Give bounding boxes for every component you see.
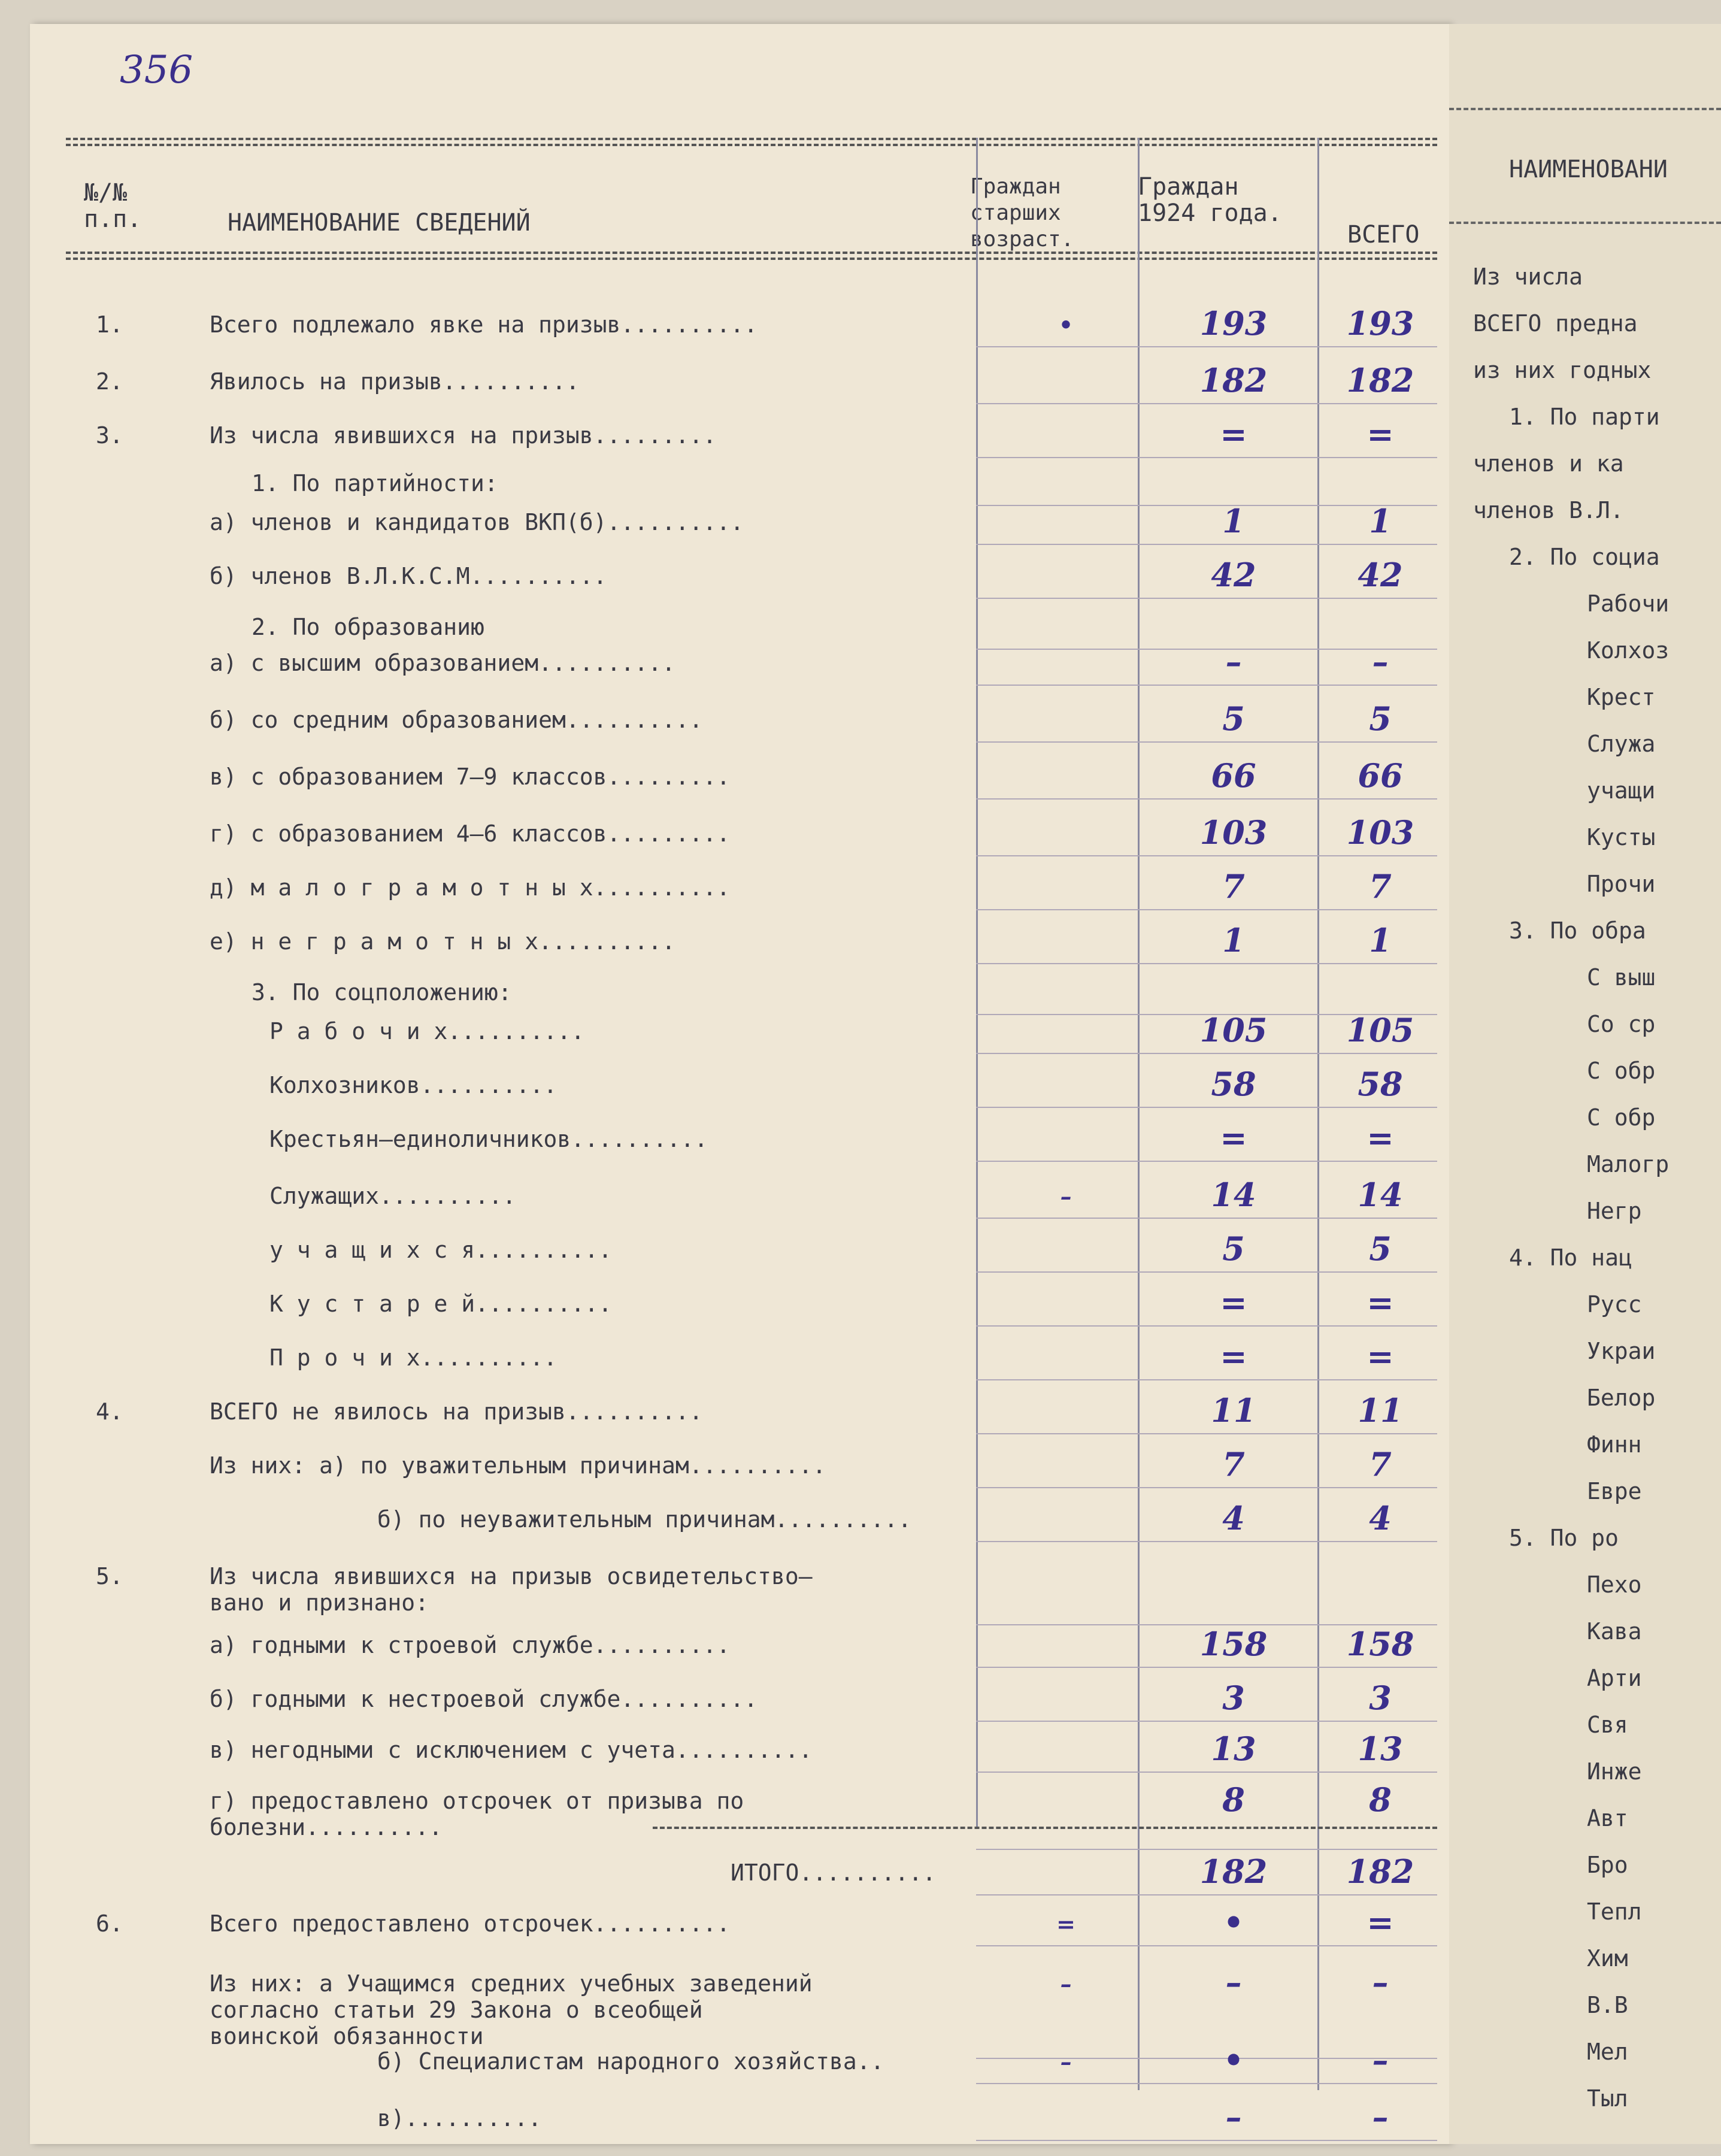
cell-1924: 3 (1222, 1679, 1245, 1717)
row-label: б) членов В.Л.К.С.М.......... (210, 563, 607, 589)
row-label: в) с образованием 7–9 классов......... (210, 764, 731, 790)
p2-line: Бро (1587, 1852, 1628, 1878)
row-label: б) Специалистам народного хозяйства.. (377, 2048, 884, 2075)
cell-1924: – (1225, 1963, 1242, 2001)
row-rule (976, 963, 1437, 964)
row-number: 3. (96, 422, 123, 449)
table-row (30, 867, 1449, 913)
p2-line: Евре (1587, 1478, 1642, 1504)
p2-line: Авт (1587, 1805, 1628, 1831)
table-row (30, 415, 1449, 461)
row-label: Явилось на призыв.......... (210, 368, 580, 395)
table-row (30, 1065, 1449, 1110)
p2-line: Мел (1587, 2039, 1628, 2065)
table-row (30, 1445, 1449, 1491)
row-rule (976, 1849, 1437, 1850)
row-label: Из них: а) по уважительным причинам.......... (210, 1452, 826, 1479)
p2-line: из них годных (1473, 357, 1652, 383)
row-rule (976, 1945, 1437, 1946)
p2-line: Инже (1587, 1758, 1642, 1785)
p2-line: Крест (1587, 684, 1656, 710)
table-row (30, 2098, 1449, 2143)
cell-1924: 66 (1211, 756, 1256, 795)
table-row (30, 1852, 1449, 1898)
row-rule (976, 798, 1437, 800)
table-row (30, 700, 1449, 745)
cell-1924: 1 (1222, 502, 1245, 540)
row-number: 2. (96, 368, 123, 395)
cell-total: = (1367, 1283, 1394, 1322)
p2-line: С обр (1587, 1104, 1656, 1131)
p2-line: Арти (1587, 1665, 1642, 1691)
p2-line: Русс (1587, 1291, 1642, 1318)
itogo-rule (653, 1827, 1437, 1829)
p2-line: 4. По нац (1509, 1244, 1632, 1271)
cell-total: 5 (1369, 1230, 1392, 1268)
cell-1924: 4 (1222, 1499, 1245, 1537)
header-col-older: Граждан старших возраст. (970, 174, 1074, 252)
header-col-num: №/№ п.п. (84, 179, 142, 233)
p2-line: членов В.Л. (1473, 497, 1624, 523)
table-row (30, 1176, 1449, 1221)
row-rule (976, 1107, 1437, 1108)
p2-line: 5. По ро (1509, 1525, 1619, 1551)
cell-1924: 5 (1222, 700, 1245, 738)
row-rule (976, 1218, 1437, 1219)
row-rule (976, 685, 1437, 686)
table-row (30, 1903, 1449, 1949)
p2-line: членов и ка (1473, 450, 1624, 477)
cell-total: 42 (1358, 556, 1403, 594)
cell-total: 4 (1369, 1499, 1392, 1537)
row-label: в).......... (377, 2105, 542, 2131)
cell-total: 105 (1346, 1011, 1414, 1049)
header-rule-bottom (66, 252, 1437, 254)
row-rule (976, 1667, 1437, 1668)
p2-line: С выш (1587, 964, 1656, 991)
page-number: 356 (120, 48, 193, 92)
row-label: а) членов и кандидатов ВКП(б).......... (210, 509, 744, 535)
table-row (30, 756, 1449, 802)
row-rule (976, 1541, 1437, 1542)
row-rule (976, 1721, 1437, 1722)
cell-total: 1 (1369, 502, 1392, 540)
row-label: б) годными к нестроевой службе.......... (210, 1686, 758, 1712)
table-row (30, 1230, 1449, 1275)
row-label: д) м а л о г р а м о т н ы х.......... (210, 874, 731, 901)
cell-1924: = (1220, 415, 1247, 453)
row-label: Колхозников.......... (269, 1072, 557, 1098)
cell-1924: 182 (1199, 1852, 1268, 1891)
p2-line: Белор (1587, 1385, 1656, 1411)
row-label: б) со средним образованием.......... (210, 707, 703, 733)
cell-older: = (1056, 1910, 1075, 1937)
cell-total: 11 (1358, 1391, 1403, 1430)
table-row (30, 1679, 1449, 1724)
row-label: Р а б о ч и х.......... (269, 1018, 585, 1044)
p2-line: Хим (1587, 1945, 1628, 1972)
row-label: г) предоставлено отсрочек от призыва по болезни.......... (210, 1788, 744, 1840)
table-row (30, 1499, 1449, 1545)
cell-1924: 193 (1199, 304, 1268, 343)
p2-header-rule-2 (1449, 222, 1721, 224)
cell-total: 13 (1358, 1730, 1403, 1768)
row-rule (976, 1379, 1437, 1380)
row-number: 1. (96, 311, 123, 338)
table-row (30, 361, 1449, 407)
row-rule (976, 2140, 1437, 2141)
document-page-adjacent (1449, 24, 1721, 2144)
row-label: 3. По соцположению: (252, 979, 512, 1006)
row-rule (976, 855, 1437, 856)
p2-line: Пехо (1587, 1571, 1642, 1598)
cell-total: 7 (1369, 1445, 1392, 1483)
header-col-name: НАИМЕНОВАНИЕ СВЕДЕНИЙ (228, 209, 531, 237)
cell-total: = (1367, 1337, 1394, 1376)
cell-total: 3 (1369, 1679, 1392, 1717)
header-rule-top-2 (66, 144, 1437, 146)
table-row (30, 1011, 1449, 1056)
cell-1924: 7 (1222, 1445, 1245, 1483)
cell-total: 103 (1346, 813, 1414, 852)
row-label: П р о ч и х.......... (269, 1345, 557, 1371)
row-label: ВСЕГО не явилось на призыв.......... (210, 1398, 703, 1425)
row-label: 1. По партийности: (252, 470, 498, 496)
p2-line: Финн (1587, 1431, 1642, 1458)
p2-line: учащи (1587, 777, 1656, 804)
table-row (30, 304, 1449, 350)
header-rule-top (66, 138, 1437, 140)
p2-line: Из числа (1473, 264, 1596, 290)
cell-1924: 103 (1199, 813, 1268, 852)
row-label: г) с образованием 4–6 классов......... (210, 820, 731, 847)
table-row (30, 921, 1449, 967)
p2-line: Кусты (1587, 824, 1656, 850)
p2-line: Свя (1587, 1712, 1628, 1738)
row-rule (976, 1271, 1437, 1273)
table-row (30, 1625, 1449, 1670)
table-row (30, 1119, 1449, 1164)
p2-header: НАИМЕНОВАНИ (1509, 156, 1668, 183)
row-label: а) с высшим образованием.......... (210, 650, 675, 676)
row-label: К у с т а р е й.......... (269, 1291, 612, 1317)
p2-line: 3. По обра (1509, 917, 1646, 944)
cell-1924: – (1225, 2098, 1242, 2136)
p2-line: Тыл (1587, 2085, 1628, 2112)
cell-total: 58 (1358, 1065, 1403, 1103)
row-label: Из числа явившихся на призыв освидетельство– вано и признано: (210, 1563, 813, 1616)
p2-line: Малогр (1587, 1151, 1670, 1177)
cell-1924: 7 (1222, 867, 1245, 906)
table-row (30, 502, 1449, 547)
cell-1924: 158 (1199, 1625, 1268, 1663)
row-rule (976, 741, 1437, 743)
row-rule (976, 1325, 1437, 1327)
table-row (30, 2041, 1449, 2087)
header-rule-bottom-2 (66, 258, 1437, 260)
cell-1924: 58 (1211, 1065, 1256, 1103)
p2-line: Тепл (1587, 1898, 1642, 1925)
row-label: Крестьян–единоличников.......... (269, 1126, 708, 1152)
p2-line: Служа (1587, 731, 1656, 757)
row-label: Всего предоставлено отсрочек.......... (210, 1910, 731, 1937)
row-rule (976, 457, 1437, 458)
cell-1924: 8 (1222, 1780, 1245, 1819)
cell-1924: • (1223, 1903, 1244, 1942)
row-rule (976, 1487, 1437, 1488)
row-label: е) н е г р а м о т н ы х.......... (210, 928, 675, 955)
cell-1924: • (1223, 2041, 1244, 2079)
cell-total: = (1367, 415, 1394, 453)
row-label: 2. По образованию (252, 614, 484, 640)
cell-total: 1 (1369, 921, 1392, 959)
cell-older: – (1060, 1970, 1072, 1997)
cell-total: = (1367, 1119, 1394, 1157)
header-col-total: ВСЕГО (1347, 221, 1420, 249)
row-label: Служащих.......... (269, 1183, 516, 1209)
row-rule (976, 1433, 1437, 1434)
row-rule (976, 909, 1437, 910)
row-rule (976, 1161, 1437, 1162)
table-row (30, 556, 1449, 601)
table-row (30, 1780, 1449, 1852)
row-rule (976, 598, 1437, 599)
p2-header-rule (1449, 108, 1721, 110)
cell-1924: = (1220, 1337, 1247, 1376)
table-row (30, 1337, 1449, 1383)
p2-line: Украи (1587, 1338, 1656, 1364)
row-label: Из них: а Учащимся средних учебных заведений согласно статьи 29 Закона о всеобщей воинской обязанности (210, 1970, 813, 2049)
row-label: Из числа явившихся на призыв......... (210, 422, 717, 449)
row-rule (976, 2083, 1437, 2084)
row-label: а) годными к строевой службе.......... (210, 1632, 731, 1658)
cell-1924: 105 (1199, 1011, 1268, 1049)
cell-total: = (1367, 1903, 1394, 1942)
p2-line: В.В (1587, 1992, 1628, 2018)
cell-1924: 5 (1222, 1230, 1245, 1268)
cell-older: • (1058, 311, 1074, 338)
cell-1924: 11 (1211, 1391, 1256, 1430)
table-row (30, 813, 1449, 859)
cell-older: – (1060, 1183, 1072, 1210)
cell-1924: 1 (1222, 921, 1245, 959)
cell-1924: – (1225, 643, 1242, 681)
cell-1924: 14 (1211, 1176, 1256, 1214)
row-number: 5. (96, 1563, 123, 1589)
cell-1924: 182 (1199, 361, 1268, 399)
p2-line: Негр (1587, 1198, 1642, 1224)
p2-line: Со ср (1587, 1011, 1656, 1037)
cell-1924: 42 (1211, 556, 1256, 594)
cell-total: 158 (1346, 1625, 1414, 1663)
cell-total: – (1372, 2098, 1389, 2136)
table-row (30, 1283, 1449, 1329)
row-label: Всего подлежало явке на призыв.......... (210, 311, 758, 338)
row-rule (976, 403, 1437, 404)
cell-1924: 13 (1211, 1730, 1256, 1768)
cell-total: 8 (1369, 1780, 1392, 1819)
row-number: 4. (96, 1398, 123, 1425)
row-rule (976, 1772, 1437, 1773)
row-rule (976, 1894, 1437, 1895)
row-label: в) негодными с исключением с учета.......... (210, 1737, 813, 1763)
cell-total: 14 (1358, 1176, 1403, 1214)
row-rule (976, 346, 1437, 347)
row-rule (976, 1053, 1437, 1054)
p2-line: Рабочи (1587, 591, 1670, 617)
table-row (30, 643, 1449, 688)
cell-older: – (1060, 2048, 1072, 2075)
row-label: ИТОГО.......... (731, 1860, 937, 1886)
p2-line: 2. По социа (1509, 544, 1660, 570)
cell-total: – (1372, 1963, 1389, 2001)
table-row (30, 1391, 1449, 1437)
row-label: б) по неуважительным причинам.......... (377, 1506, 912, 1533)
table-row (30, 1730, 1449, 1775)
cell-total: 66 (1358, 756, 1403, 795)
cell-total: 5 (1369, 700, 1392, 738)
p2-line: Колхоз (1587, 637, 1670, 664)
table-row (30, 1563, 1449, 1628)
cell-total: 7 (1369, 867, 1392, 906)
document-page-main (30, 24, 1449, 2144)
cell-1924: = (1220, 1119, 1247, 1157)
cell-total: 182 (1346, 1852, 1414, 1891)
p2-line: Кава (1587, 1618, 1642, 1645)
header-col-1924: Граждан 1924 года. (1138, 173, 1282, 227)
p2-line: 1. По парти (1509, 404, 1660, 430)
row-rule (976, 544, 1437, 545)
row-label: у ч а щ и х с я.......... (269, 1237, 612, 1263)
cell-1924: = (1220, 1283, 1247, 1322)
p2-line: ВСЕГО предна (1473, 310, 1638, 337)
cell-total: – (1372, 643, 1389, 681)
cell-total: 193 (1346, 304, 1414, 343)
p2-line: Прочи (1587, 871, 1656, 897)
cell-total: – (1372, 2041, 1389, 2079)
cell-total: 182 (1346, 361, 1414, 399)
p2-line: С обр (1587, 1058, 1656, 1084)
row-number: 6. (96, 1910, 123, 1937)
